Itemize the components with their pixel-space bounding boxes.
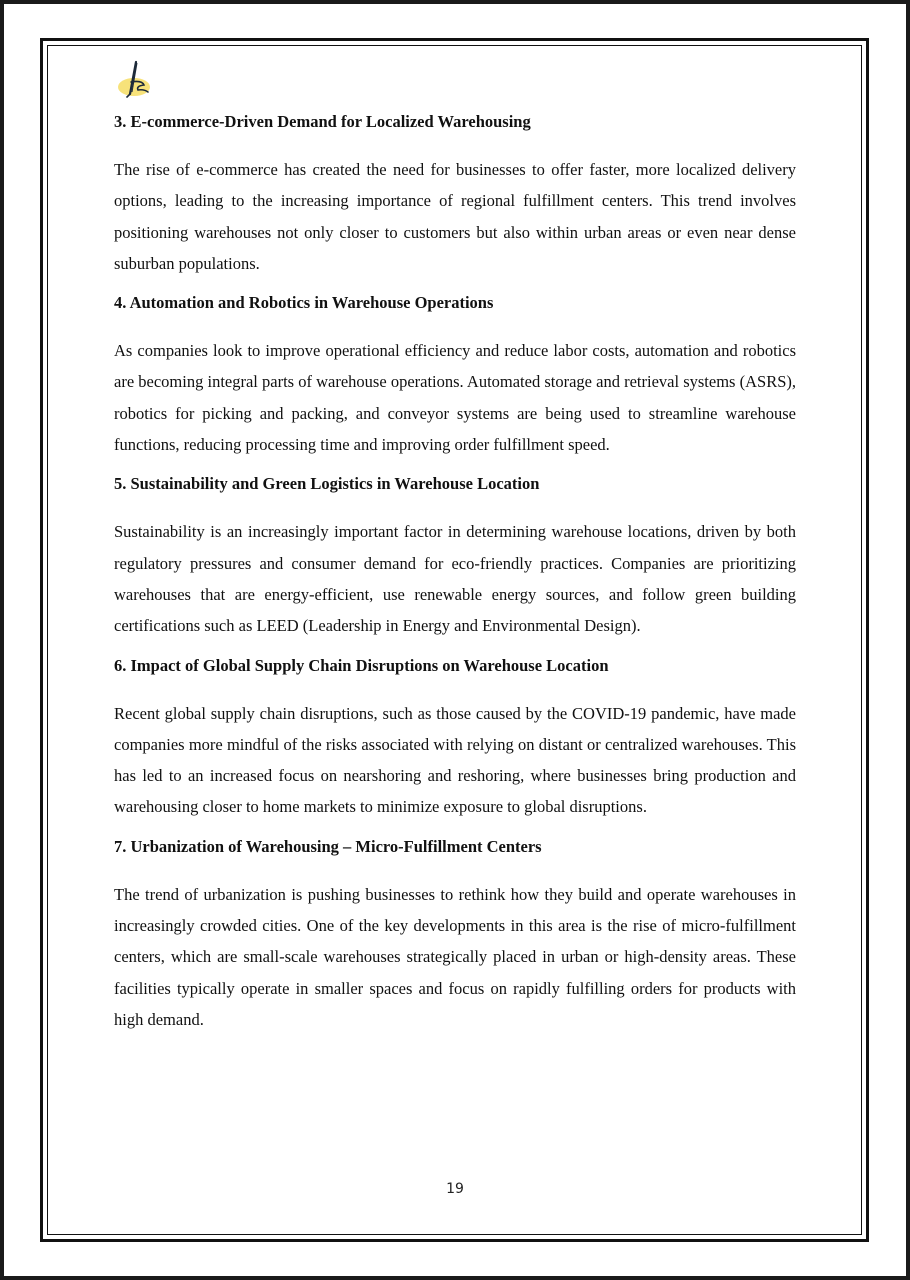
section-4 [114, 291, 796, 460]
section-7 [114, 835, 796, 1035]
section-heading: 7. Urbanization of Warehousing – Micro-Fulfillment Centers [114, 836, 542, 856]
page-number: 19 [446, 1181, 464, 1197]
section-paragraph: Recent global supply chain disruptions, such as those caused by the COVID-19 pandemic, have made companies more mindful of the risks associated with relying on distant or centralized warehouses. This has led to an increased focus on nearshoring and reshoring, where businesses bring production and warehousing closer to home markets to minimize exposure to global disruptions. [114, 703, 796, 817]
section-heading: 3. E-commerce-Driven Demand for Localized Warehousing [114, 112, 531, 131]
section-paragraph: Sustainability is an increasingly important factor in determining warehouse locations, driven by both regulatory pressures and consumer demand for eco-friendly practices. Companies are prioritizing warehouses that are energy-efficient, use renewable energy sources, and follow green building certifications such as LEED (Leadership in Energy and Environmental Design). [114, 522, 796, 636]
section-5 [114, 472, 796, 641]
document-body [114, 110, 796, 1047]
section-heading: 6. Impact of Global Supply Chain Disruptions on Warehouse Location [114, 655, 609, 675]
section-heading: 5. Sustainability and Green Logistics in Warehouse Location [114, 474, 540, 494]
section-6 [114, 654, 796, 823]
section-paragraph: The trend of urbanization is pushing businesses to rethink how they build and operate warehouses in increasingly crowded cities. One of the key developments in this area is the rise of micro-fulfillment centers, which are small-scale warehouses strategically placed in urban or high-density areas. These facilities typically operate in smaller spaces and focus on rapidly fulfilling orders for products with high demand. [114, 884, 796, 1029]
pen-writing-icon [114, 58, 158, 102]
section-paragraph: The rise of e-commerce has created the need for businesses to offer faster, more localized delivery options, leading to the increasing importance of regional fulfillment centers. This trend involves positioning warehouses not only closer to customers but also within urban areas or even near dense suburban populations. [114, 160, 796, 273]
section-3 [114, 110, 796, 279]
section-heading: 4. Automation and Robotics in Warehouse Operations [114, 293, 494, 313]
section-paragraph: As companies look to improve operational efficiency and reduce labor costs, automation and robotics are becoming integral parts of warehouse operations. Automated storage and retrieval systems (ASRS), robotics for picking and packing, and conveyor systems are being used to streamline warehouse functions, reducing processing time and improving order fulfillment speed. [114, 341, 796, 455]
